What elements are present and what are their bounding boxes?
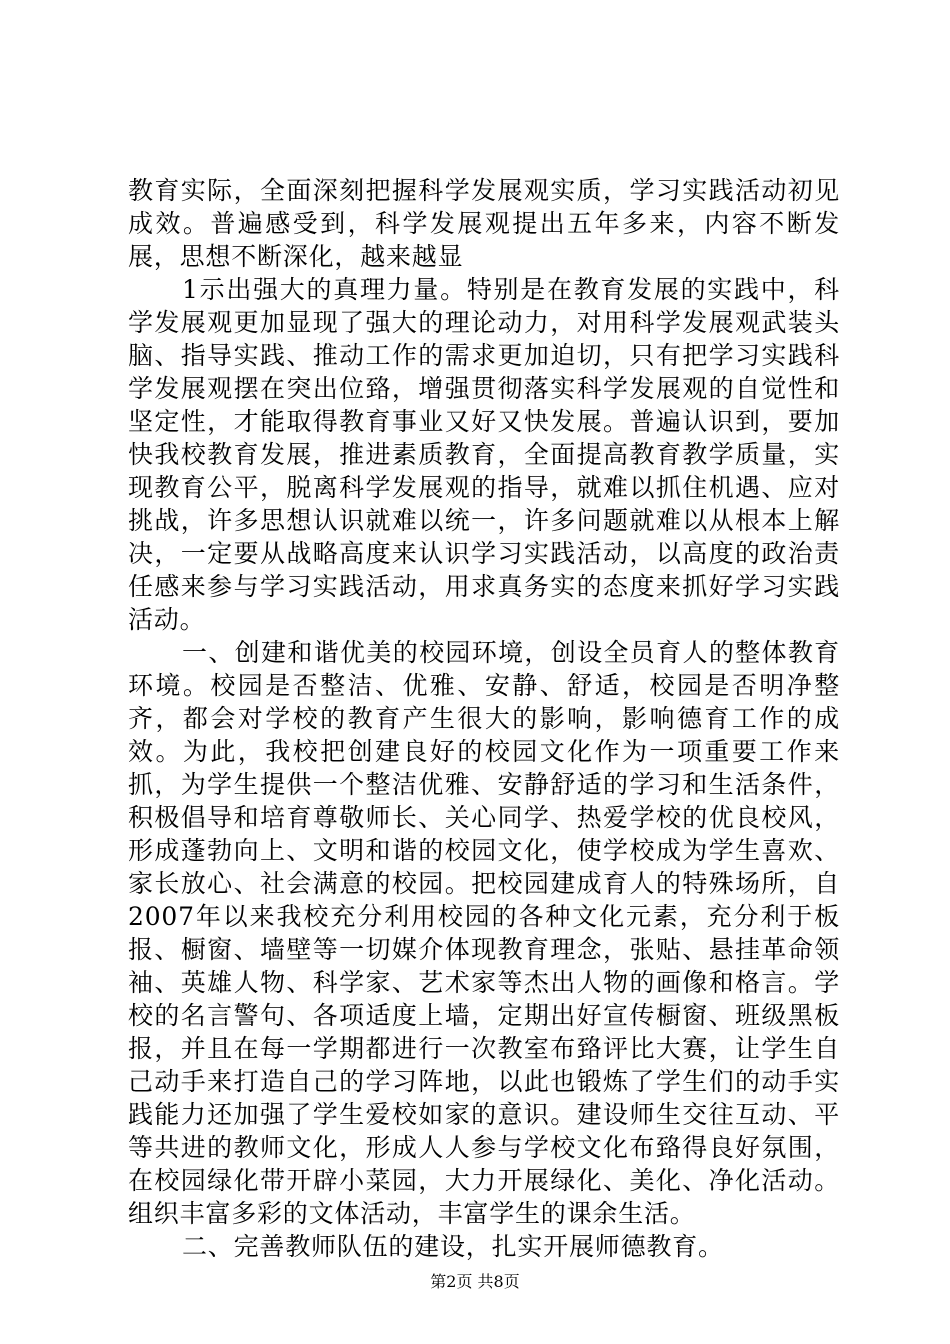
paragraph-1: 教育实际，全面深刻把握科学发展观实质，学习实践活动初见成效。普遍感受到，科学发展观提出五年多来，内容不断发展，思想不断深化，越来越显 bbox=[128, 176, 840, 271]
page-footer: 第2页 共8页 bbox=[430, 1272, 520, 1291]
document-body bbox=[128, 174, 840, 1263]
paragraph-4: 二、完善教师队伍的建设，扎实开展师德教育。 bbox=[182, 1232, 724, 1261]
paragraph-2: 1示出强大的真理力量。特别是在教育发展的实践中，科学发展观更加显现了强大的理论动力，对用科学发展观武装头脑、指导实践、推动工作的需求更加迫切，只有把学习实践科学发展观摆在突出位臵，增强贯彻落实科学发展观的自觉性和坚定性，才能取得教育事业又好又快发展。普遍认识到，要加快我校教育发展，推进素质教育，全面提高教育教学质量，实现教育公平，脱离科学发展观的指导，就难以抓住机遇、应对挑战，许多思想认识就难以统一，许多问题就难以从根本上解决，一定要从战略高度来认识学习实践活动，以高度的政治责任感来参与学习实践活动，用求真务实的态度来抓好学习实践活动。 bbox=[128, 275, 840, 634]
paragraph-3: 一、创建和谐优美的校园环境，创设全员育人的整体教育环境。校园是否整洁、优雅、安静、舒适，校园是否明净整齐，都会对学校的教育产生很大的影响，影响德育工作的成效。为此，我校把创建良好的校园文化作为一项重要工作来抓，为学生提供一个整洁优雅、安静舒适的学习和生活条件，积极倡导和培育尊敬师长、关心同学、热爱学校的优良校风，形成蓬勃向上、文明和谐的校园文化，使学校成为学生喜欢、家长放心、社会满意的校园。把校园建成育人的特殊场所，自2007年以来我校充分利用校园的各种文化元素，充分利于板报、橱窗、墙壁等一切媒介体现教育理念，张贴、悬挂革命领袖、英雄人物、科学家、艺术家等杰出人物的画像和格言。学校的名言警句、各项适度上墙，定期出好宣传橱窗、班级黑板报，并且在每一学期都进行一次教室布臵评比大赛，让学生自己动手来打造自己的学习阵地，以此也锻炼了学生们的动手实践能力还加强了学生爱校如家的意识。建设师生交往互动、平等共进的教师文化，形成人人参与学校文化布臵得良好氛围，在校园绿化带开辟小菜园，大力开展绿化、美化、净化活动。组织丰富多彩的文体活动，丰富学生的课余生活。 bbox=[128, 638, 840, 1228]
